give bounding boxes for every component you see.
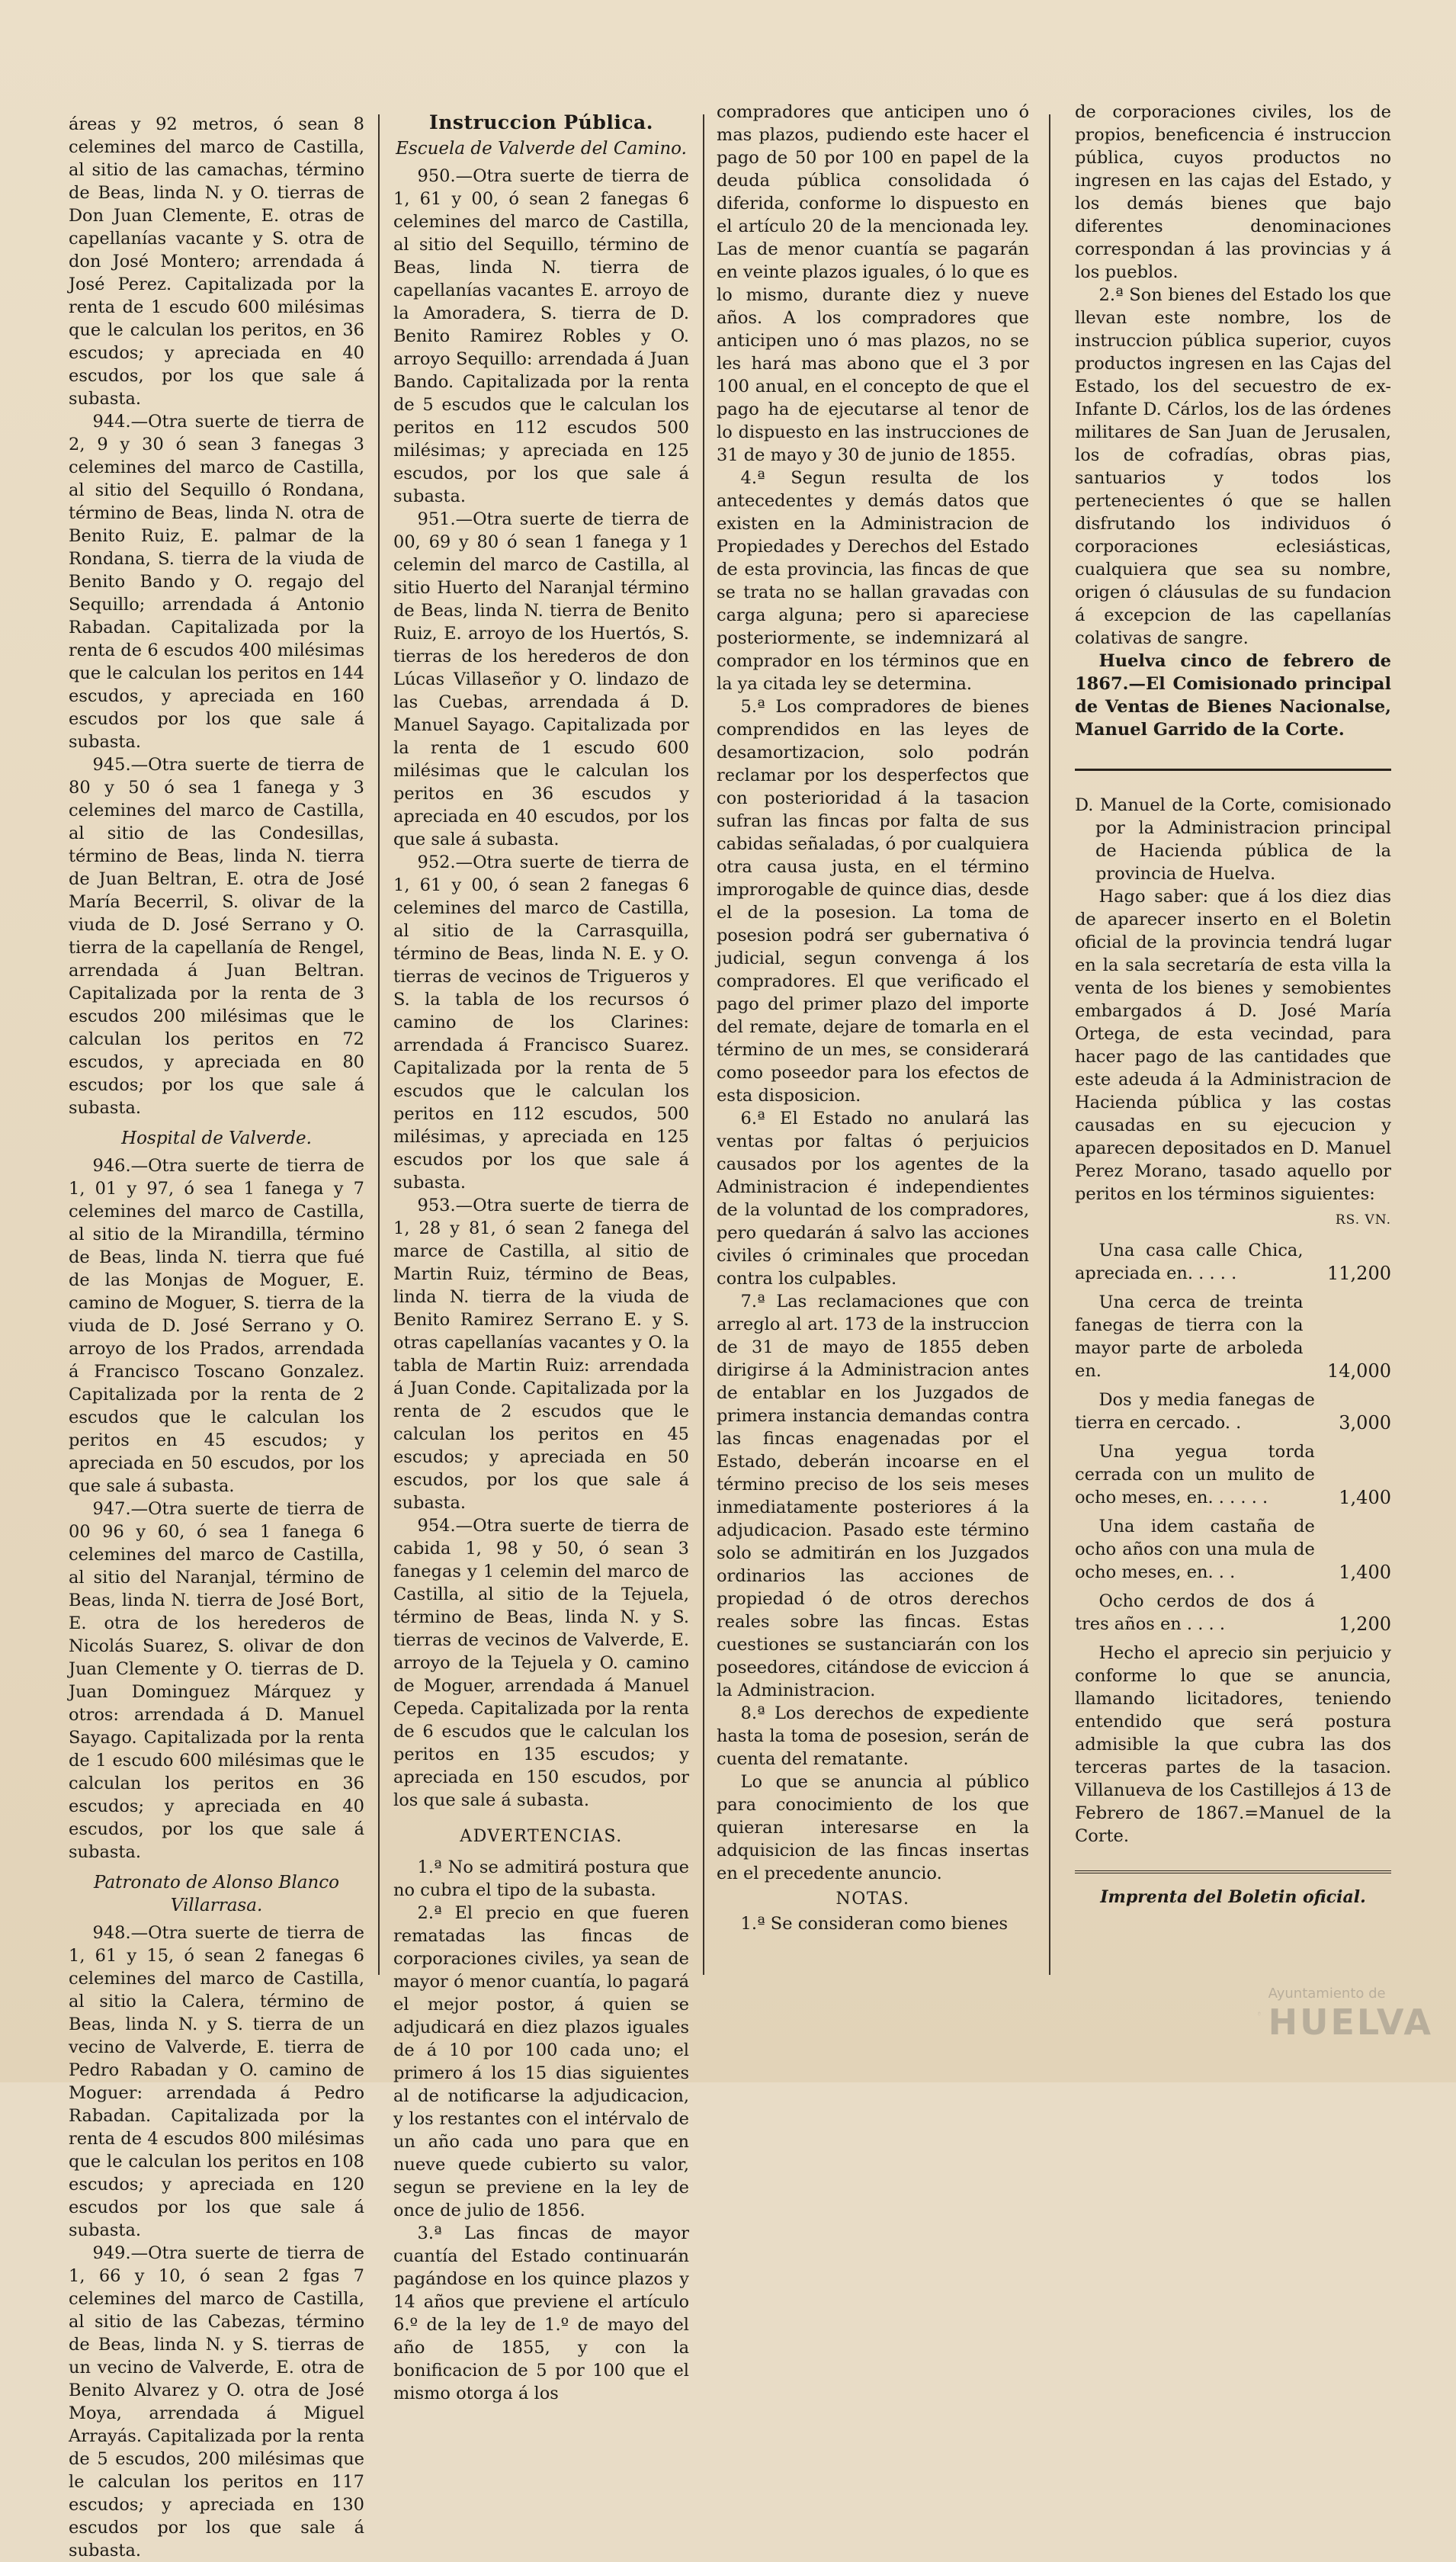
item-description: Una cerca de treinta fanegas de tierra con la mayor parte de arboleda en. [1075, 1292, 1304, 1381]
list-item [1075, 1440, 1391, 1509]
advertencia-8: 8.ª Los derechos de expediente hasta la toma de posesion, serán de cuenta del rematante. [717, 1703, 1029, 1769]
heading-notas: NOTAS. [835, 1889, 910, 1909]
nota-1: 1.ª Se consideran como bienes [740, 1914, 1009, 1934]
column-1 [69, 113, 364, 2562]
advertencia-7: 7.ª Las reclamaciones que con arreglo al art. 173 de la instruccion de 31 de mayo de 1855 deben dirigirse á la Administracion antes de entablar en los Juzgados de primera instancia demandas contra las fincas enagenadas por el Estado, deberán incoarse en el término preciso de los seis meses inmediatamente posteriores á la adjudicacion. Pasado este término solo se admitirán en los Juzgados ordinarios las acciones de propiedad ó de otros derechos reales sobre las fincas. Estas cuestiones se sustanciarán con los poseedores, citándose de eviccion á la Administracion. [717, 1292, 1029, 1700]
list-item [1075, 1239, 1391, 1285]
paragraph-954: 954.—Otra suerte de tierra de cabida 1, 98 y 50, ó sean 3 fanegas y 1 celemin del marco de Castilla, al sitio de la Tejuela, término de Beas, linda N. y S. tierras de vecinos de Valverde, E. arroyo de la Tejuela y O. camino de Moguer, arrendada á Manuel Cepeda. Capitalizada por la renta de 6 escudos que le calculan los peritos en 135 escudos; y apreciada en 150 escudos, por los que sale á subasta. [393, 1516, 689, 1810]
item-description: Una casa calle Chica, apreciada en. . . . . [1075, 1241, 1304, 1283]
advertencia-5: 5.ª Los compradores de bienes comprendidos en las leyes de desamortizacion, solo podrán reclamar por los desperfectos que con posterioridad á la tasacion sufran las fincas por falta de sus cabidas señaladas, ó por cualquiera otra causa justa, en el término improrogable de quince dias, desde el de la posesion. La toma de posesion podrá ser gubernativa ó judicial, segun convenga á los compradores. El que verificado el pago del primer plazo del importe del remate, dejare de tomarla en el término de un mes, se considerará como poseedor para los efectos de esta disposicion. [717, 697, 1029, 1106]
currency-label: RS. VN. [1335, 1212, 1391, 1228]
paragraph-944: 944.—Otra suerte de tierra de 2, 9 y 30 ó sean 3 fanegas 3 celemines del marco de Castilla, al sitio del Sequillo ó Rondana, término de Beas, linda N. otra de Benito Ruiz, E. palmar de la Rondana, S. tierra de la viuda de Benito Bando y O. regajo del Sequillo; arrendada á Antonio Rabadan. Capitalizada por la renta de 6 escudos 400 milésimas que le calculan los peritos en 144 escudos, y apreciada en 160 escudos por los que sale á subasta. [69, 412, 364, 752]
paragraph: compradores que anticipen uno ó mas plazos, pudiendo este hacer el pago de 50 por 100 en papel de la deuda pública consolidada ó diferida, conforme lo dispuesto en el artículo 20 de la mencionada ley. Las de menor cuantía se pagarán en veinte plazos iguales, ó lo que es lo mismo, durante diez y nueve años. A los compradores que anticipen uno ó mas plazos, no se les hará mas abono que el 3 por 100 anual, en el concepto de que el pago ha de ejecutarse al tenor de lo dispuesto en las instrucciones de 31 de mayo y 30 de junio de 1855. [717, 102, 1029, 465]
heading-advertencias: ADVERTENCIAS. [460, 1827, 623, 1846]
paragraph-945: 945.—Otra suerte de tierra de 80 y 50 ó sea 1 fanega y 3 celemines del marco de Castilla, al sitio de las Condesillas, término de Beas, linda N. tierra de Juan Beltran, E. otra de José María Becerril, S. olivar de la viuda de D. José Serrano y O. tierra de la capellanía de Rengel, arrendada á Juan Beltran. Capitalizada por la renta de 3 escudos 200 milésimas que le calculan los peritos en 72 escudos, y apreciada en 80 escudos; por los que sale á subasta. [69, 755, 364, 1118]
section-subtitle-escuela: Escuela de Valverde del Camino. [396, 139, 687, 159]
column-2 [393, 111, 689, 2405]
paragraph: áreas y 92 metros, ó sean 8 celemines del marco de Castilla, al sitio de las camachas, término de Beas, linda N. y O. tierras de Don Juan Clemente, E. otras de capellanías vacante y S. otra de don José Montero; arrendada á José Perez. Capitalizada por la renta de 1 escudo 600 milésimas que le calculan los peritos, en 36 escudos; y apreciada en 40 escudos, por los que sale á subasta. [69, 114, 364, 409]
item-price: 14,000 [1327, 1360, 1391, 1382]
nota-2: 2.ª Son bienes del Estado los que llevan este nombre, los de instruccion pública superior, cuyos productos ingresen en las Cajas del Estado, los del secuestro de ex-Infante D. Cárlos, los de las órdenes militares de San Juan de Jerusalen, los de cofradías, obras pias, santuarios y todos los pertenecientes ó que se hallen disfrutando los individuos ó corporaciones eclesiásticas, cualquiera que sea su nombre, origen ó cláusulas de su fundacion á excepcion de las capellanías colativas de sangre. [1075, 285, 1391, 648]
paragraph-953: 953.—Otra suerte de tierra de 1, 28 y 81, ó sean 2 fanega del marce de Castilla, al sitio de Martin Ruiz, término de Beas, linda N. tierra de la viuda de Benito Ramirez Serrano E. y S. otras capellanías vacantes y O. la tabla de Martin Ruiz: arrendada á Juan Conde. Capitalizada por la renta de 2 escudos que le calculan los peritos en 45 escudos; y apreciada en 50 escudos, por los que sale á subasta. [393, 1196, 689, 1513]
item-price: 1,200 [1339, 1613, 1391, 1635]
section-title-instruccion: Instruccion Pública. [429, 111, 653, 133]
column-3 [717, 101, 1029, 1935]
section-heading-patronato: Patronato de Alonso Blanco Villarrasa. [94, 1873, 339, 1915]
notice-heading: D. Manuel de la Corte, comisionado por la Administracion principal de Hacienda pública de la provincia de Huelva. [1075, 795, 1391, 884]
advertencia-3: 3.ª Las fincas de mayor cuantía del Estado continuarán pagándose en los quince plazos y 14 años que previene el artículo 6.º de la ley de 1.º de mayo del año de 1855, y con la bonificacion de 5 por 100 que el mismo otorga á los [393, 2223, 689, 2403]
watermark-seal [1258, 1968, 1433, 2060]
item-price: 1,400 [1339, 1487, 1391, 1508]
advertencia-4: 4.ª Segun resulta de los antecedentes y demás datos que existen en la Administracion de Propiedades y Derechos del Estado de esta provincia, las fincas de que se trata no se hallan gravadas con carga alguna; pero si apareciese posteriormente, se indemnizará al comprador en los términos que en la ya citada ley se determina. [717, 468, 1029, 694]
list-item [1075, 1590, 1391, 1636]
item-description: Dos y media fanegas de tierra en cercado. . [1075, 1390, 1315, 1433]
item-price: 3,000 [1339, 1412, 1391, 1434]
section-heading-hospital: Hospital de Valverde. [121, 1128, 312, 1148]
column-4 [1075, 101, 1391, 1909]
paragraph-946: 946.—Otra suerte de tierra de 1, 01 y 97, ó sea 1 fanega y 7 celemines del marco de Castilla, al sitio de la Mirandilla, término de Beas, linda N. tierra que fué de las Monjas de Moguer, E. camino de Moguer, S. tierra de la viuda de D. José Serrano y O. arroyo de los Prados, arrendada á Francisco Toscano Gonzalez. Capitalizada por la renta de 2 escudos que le calculan los peritos en 45 escudos; y apreciada en 50 escudos, por los que sale á subasta. [69, 1156, 364, 1496]
column-divider [378, 114, 380, 1975]
paragraph: de corporaciones civiles, los de propios, beneficencia é instruccion pública, cuyos productos no ingresen en las cajas del Estado, y los demás bienes que bajo diferentes denominaciones correspondan á las provincias y á los pueblos. [1075, 102, 1391, 282]
item-description: Una idem castaña de ocho años con una mula de ocho meses, en. . . [1075, 1517, 1315, 1582]
paragraph-951: 951.—Otra suerte de tierra de 00, 69 y 80 ó sean 1 fanega y 1 celemin del marco de Castilla, al sitio Huerto del Naranjal término de Beas, linda N. tierra de Benito Ruiz, E. arroyo de los Huertós, S. tierras de los herederos de don Lúcas Villaseñor y O. lindazo de las Cuebas, arrendada á D. Manuel Sayago. Capitalizada por la renta de 1 escudo 600 milésimas que le calculan los peritos en 36 escudos y apreciada en 40 escudos, por los que sale á subasta. [393, 509, 689, 849]
double-separator-rule [1075, 1870, 1391, 1873]
paragraph-949: 949.—Otra suerte de tierra de 1, 66 y 10, ó sean 2 fgas 7 celemines del marco de Castilla, al sitio de las Cabezas, término de Beas, linda N. y S. tierras de un vecino de Valverde, E. otra de Benito Alvarez y O. otra de José Moya, arrendada á Miguel Arrayás. Capitalizada por la renta de 5 escudos, 200 milésimas que le calculan los peritos en 117 escudos; y apreciada en 130 escudos por los que sale á subasta. [69, 2243, 364, 2560]
seal-line-2: HUELVA [1268, 2001, 1433, 2043]
paragraph-950: 950.—Otra suerte de tierra de 1, 61 y 00, ó sean 2 fanegas 6 celemines del marco de Castilla, al sitio del Sequillo, término de Beas, linda N. tierra de capellanías vacantes E. arroyo de la Amoradera, S. tierra de D. Benito Ramirez Robles y O. arroyo Sequillo: arrendada á Juan Bando. Capitalizada por la renta de 5 escudos que le calculan los peritos en 112 escudos 500 milésimas; y apreciada en 125 escudos, por los que sale á subasta. [393, 166, 689, 506]
closing-paragraph: Hecho el aprecio sin perjuicio y conforme lo que se anuncia, llamando licitadores, teniendo entendido que será postura admisible la que cubra las dos terceras partes de la tasacion. Villanueva de los Castillejos á 13 de Febrero de 1867.=Manuel de la Corte. [1075, 1643, 1391, 1846]
closing-paragraph: Lo que se anuncia al público para conocimiento de los que quieran interesarse en la adquisicion de las fincas insertas en el precedente anuncio. [717, 1772, 1029, 1883]
separator-rule [1075, 769, 1391, 771]
item-price: 11,200 [1327, 1263, 1391, 1284]
list-item [1075, 1389, 1391, 1434]
items-list [1075, 1239, 1391, 1636]
item-description: Ocho cerdos de dos á tres años en . . . . [1075, 1591, 1315, 1634]
advertencia-6: 6.ª El Estado no anulará las ventas por faltas ó perjuicios causados por los agentes de la Administracion é independientes de la voluntad de los compradores, pero quedarán á salvo las acciones civiles ó criminales que procedan contra los culpables. [717, 1109, 1029, 1289]
advertencia-2: 2.ª El precio en que fueren rematadas las fincas de corporaciones civiles, ya sean de mayor ó menor cuantía, lo pagará el mejor postor, á quien se adjudicará en diez plazos iguales de á 10 por 100 cada uno; el primero á los 15 dias siguientes al de notificarse la adjudicacion, y los restantes con el intérvalo de un año cada uno para que en nueve quede cubierto su valor, segun se previene en la ley de once de julio de 1856. [393, 1903, 689, 2220]
paragraph-948: 948.—Otra suerte de tierra de 1, 61 y 15, ó sean 2 fanegas 6 celemines del marco de Castilla, al sitio la Calera, término de Beas, linda N. y S. tierra de un vecino de Valverde, E. tierra de Pedro Rabadan y O. camino de Moguer: arrendada á Pedro Rabadan. Capitalizada por la renta de 4 escudos 800 milésimas que le calculan los peritos en 108 escudos; y apreciada en 120 escudos por los que sale á subasta. [69, 1923, 364, 2240]
coat-of-arms-icon [1258, 1976, 1261, 2052]
notice-paragraph: Hago saber: que á los diez dias de aparecer inserto en el Boletin oficial de la provincia tendrá lugar en la sala secretaría de esta villa la venta de los bienes y semobientes embargados á D. José María Ortega, de esta vecindad, para hacer pago de las cantidades que este adeuda á la Administracion de Hacienda pública y las costas causadas en su ejecucion y aparecen depositados en D. Manuel Perez Morano, tasado aquello por peritos en los términos siguientes: [1075, 887, 1391, 1204]
column-divider [1049, 114, 1050, 1975]
list-item [1075, 1291, 1391, 1382]
seal-line-1: Ayuntamiento de [1268, 1985, 1386, 2002]
printer-imprint: Imprenta del Boletin oficial. [1100, 1887, 1366, 1907]
paragraph-947: 947.—Otra suerte de tierra de 00 96 y 60, ó sea 1 fanega 6 celemines del marco de Castilla, al sitio del Naranjal, término de Beas, linda N. tierra de José Bort, E. otra de los herederos de Nicolás Suarez, S. olivar de don Juan Clemente y O. tierras de D. Juan Dominguez Márquez y otros: arrendada á D. Manuel Sayago. Capitalizada por la renta de 1 escudo 600 milésimas que le calculan los peritos en 36 escudos; y apreciada en 40 escudos, por los que sale á subasta. [69, 1499, 364, 1862]
item-price: 1,400 [1339, 1562, 1391, 1583]
paragraph-952: 952.—Otra suerte de tierra de 1, 61 y 00, ó sean 2 fanegas 6 celemines del marco de Castilla, al sitio de la Carrasquilla, término de Beas, linda N. E. y O. tierras de vecinos de Trigueros y S. la tabla de los recursos ó camino de los Clarines: arrendada á Francisco Suarez. Capitalizada por la renta de 5 escudos que le calculan los peritos en 112 escudos, 500 milésimas, y apreciada en 125 escudos por los que sale á subasta. [393, 852, 689, 1193]
column-divider [703, 114, 704, 1975]
signature-block: Huelva cinco de febrero de 1867.—El Comisionado principal de Ventas de Bienes Nacionalse, Manuel Garrido de la Corte. [1075, 651, 1391, 740]
list-item [1075, 1515, 1391, 1584]
item-description: Una yegua torda cerrada con un mulito de ocho meses, en. . . . . . [1075, 1442, 1315, 1507]
advertencia-1: 1.ª No se admitirá postura que no cubra el tipo de la subasta. [393, 1857, 689, 1900]
